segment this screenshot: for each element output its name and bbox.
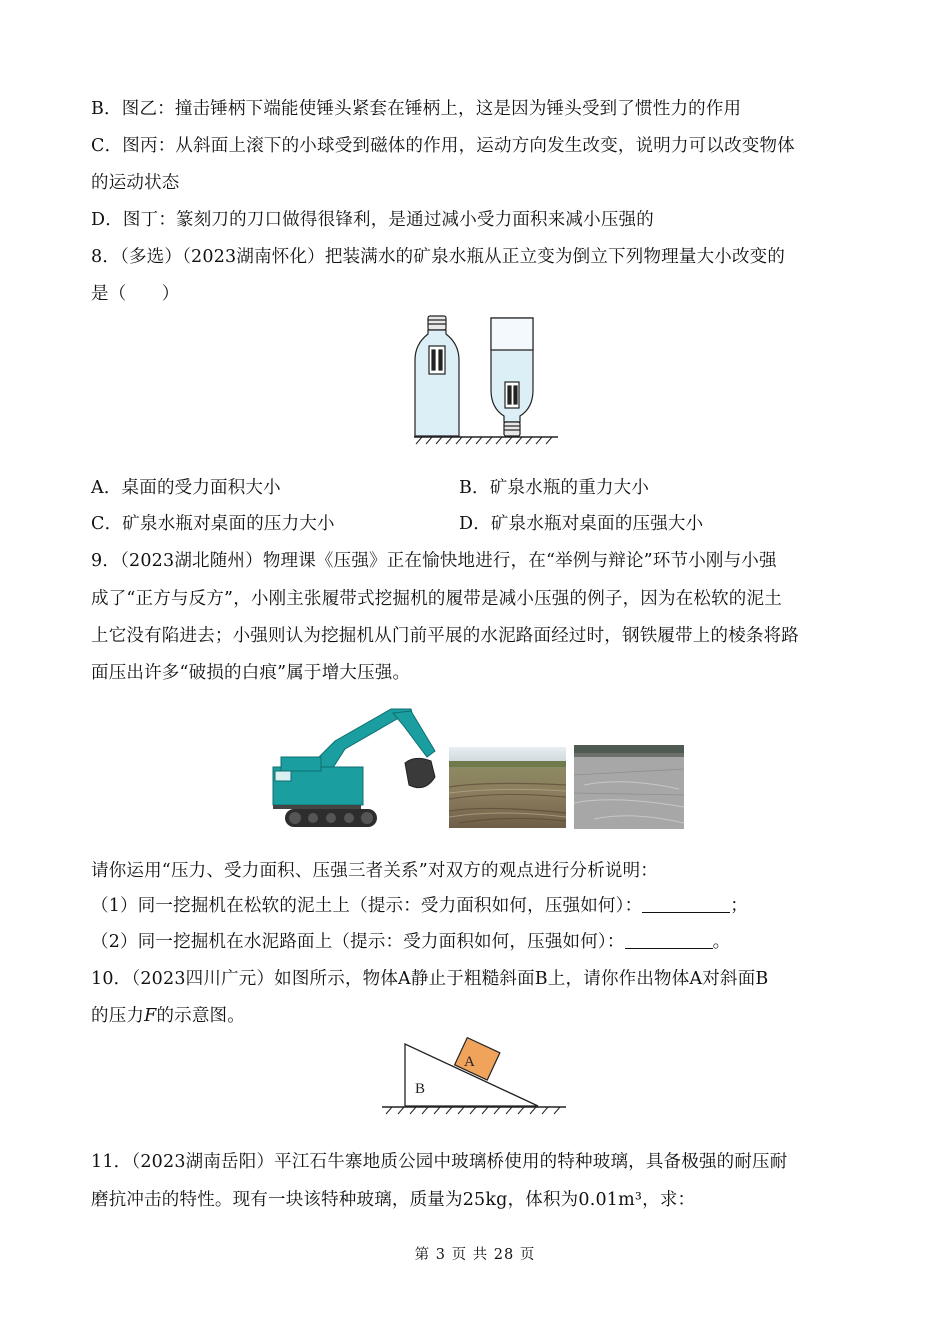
q8-stem-line2: 是（ ） [91,284,180,304]
inverted-bottle [491,318,533,436]
q7-option-c-line2: 的运动状态 [91,173,180,193]
q8-stem-line1: 8．（多选）（2023湖南怀化）把装满水的矿泉水瓶从正立变为倒立下列物理量大小改变的 [91,247,786,267]
q10-stem-line2 [91,1004,245,1028]
excavator-bucket [405,758,435,787]
q9-sub-question-2 [91,930,730,954]
block-a [455,1038,500,1080]
q9-stem-line2: 成了“正方与反方”，小刚主张履带式挖掘机的履带是减小压强的例子，因为在松软的泥土 [91,589,782,609]
upright-bottle [415,316,459,436]
label-a: A [464,1054,475,1070]
q8-option-b: B．矿泉水瓶的重力大小 [459,478,650,498]
q7-option-b: B．图乙：撞击锤柄下端能使锤头紧套在锤柄上，这是因为锤头受到了惯性力的作用 [91,99,742,119]
q9-sub1-answer-blank[interactable] [642,894,730,913]
q10-text-pre: 的压力 [91,1006,145,1026]
q8-option-a: A．桌面的受力面积大小 [91,478,281,498]
q9-sub2-punct: 。 [712,932,731,952]
q9-sub2-answer-blank[interactable] [625,930,713,949]
q9-sub1-punct: ； [730,896,748,916]
road-photo [574,745,684,829]
q8-option-d: D．矿泉水瓶对桌面的压强大小 [459,514,704,534]
q9-stem-line3: 上它没有陷进去；小强则认为挖掘机从门前平展的水泥路面经过时，钢铁履带上的棱条将路 [91,626,799,646]
label-b: B [415,1081,426,1097]
q7-option-d: D．图丁：篆刻刀的刀口做得很锋利，是通过减小受力面积来减小压强的 [91,210,654,230]
q7-option-c-line1: C．图丙：从斜面上滚下的小球受到磁体的作用，运动方向发生改变，说明力可以改变物体 [91,136,795,156]
q8-option-c: C．矿泉水瓶对桌面的压力大小 [91,514,335,534]
excavator-track [285,809,377,827]
q9-stem-line1: 9．（2023湖北随州）物理课《压强》正在愉快地进行，在“举例与辩论”环节小刚与小强 [91,551,777,571]
q10-stem-line1: 10．（2023四川广元）如图所示，物体A静止于粗糙斜面B上，请你作出物体A对斜面B [91,969,769,989]
q9-stem-line4: 面压出许多“破损的白痕”属于增大压强。 [91,663,411,683]
soil-photo [449,747,566,828]
q9-instruction: 请你运用“压力、受力面积、压强三者关系”对双方的观点进行分析说明： [91,861,658,881]
q11-stem-line1: 11．（2023湖南岳阳）平江石牛寨地质公园中玻璃桥使用的特种玻璃，具备极强的耐压耐 [91,1152,788,1172]
incline-figure [380,1036,570,1116]
q9-sub2-text: （2）同一挖掘机在水泥路面上（提示：受力面积如何，压强如何）： [91,932,625,952]
q9-sub1-text: （1）同一挖掘机在松软的泥土上（提示：受力面积如何，压强如何）： [91,896,643,916]
force-variable: F [144,1006,157,1026]
q10-text-post: 的示意图。 [156,1006,245,1026]
bottle-figure [412,310,562,446]
excavator-image [265,705,445,830]
q9-sub-question-1 [91,894,748,918]
page-footer: 第 3 页 共 28 页 [414,1247,536,1263]
q11-stem-line2: 磨抗冲击的特性。现有一块该特种玻璃，质量为25kg，体积为0.01m³，求： [91,1190,696,1210]
